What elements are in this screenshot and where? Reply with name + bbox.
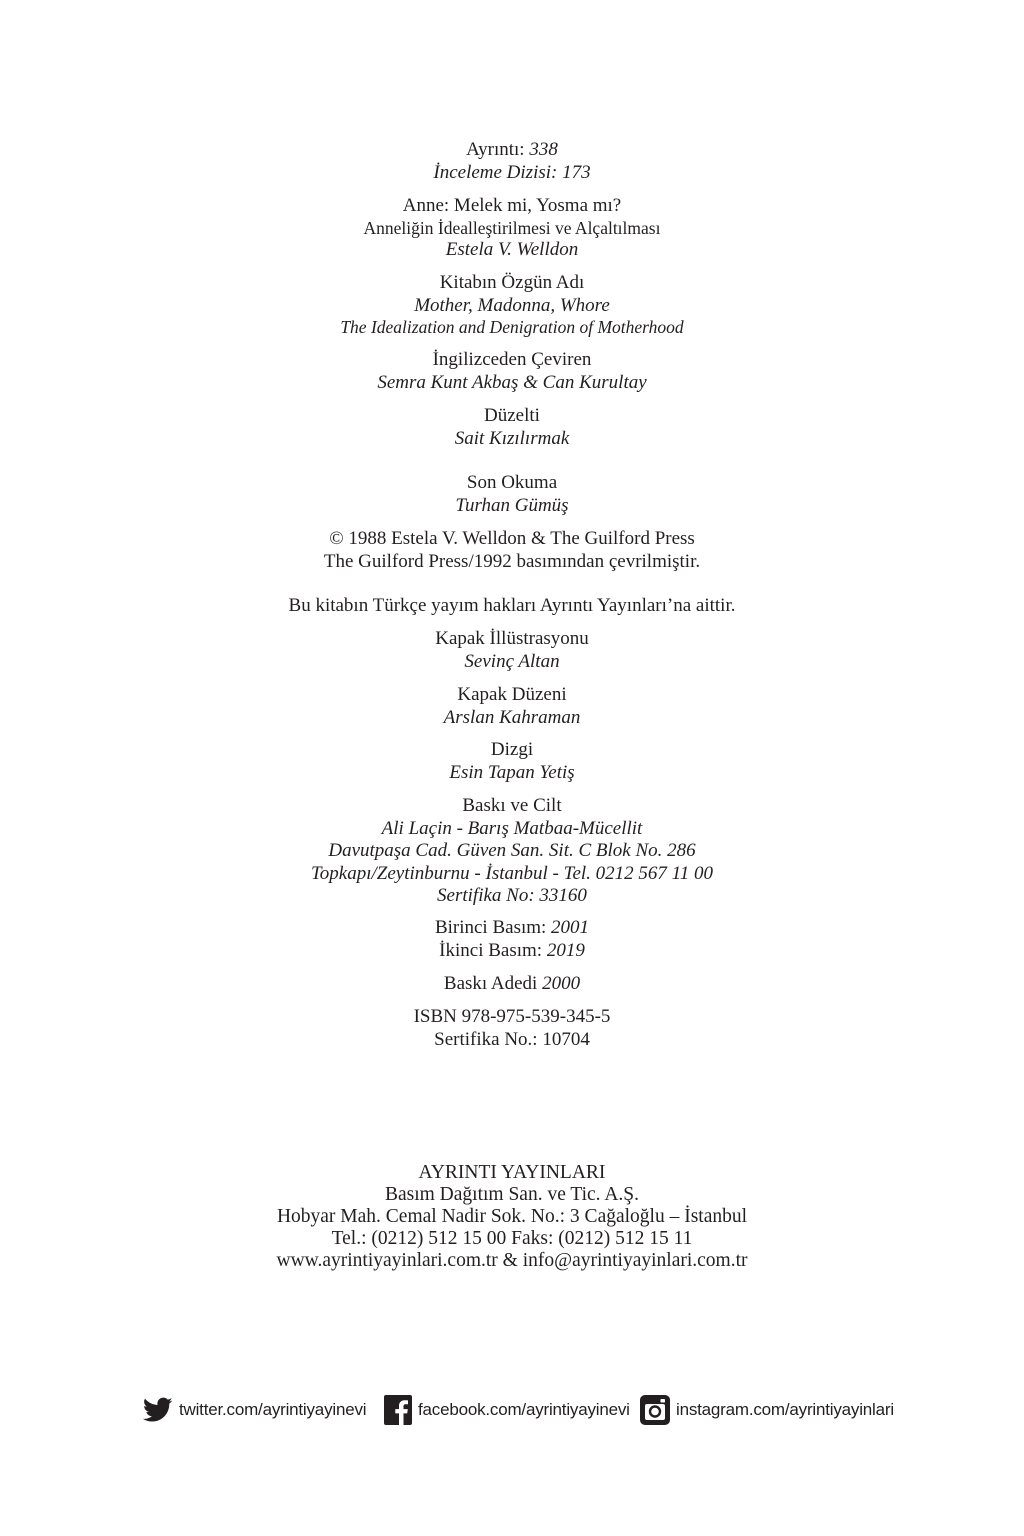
second-edition-year: 2019: [546, 939, 585, 961]
print-run-line: [0, 973, 1024, 996]
rights-line: Bu kitabın Türkçe yayım hakları Ayrıntı Yayınları’na aittir.: [288, 595, 736, 616]
printer-certificate: Sertifika No: 33160: [437, 885, 587, 906]
series-line: [0, 139, 1024, 162]
book-author: Estela V. Welldon: [445, 238, 579, 260]
copyright-block: [0, 528, 1024, 573]
proofreading-label: Son Okuma: [466, 472, 558, 493]
cover-design-block: [0, 684, 1024, 729]
isbn-block: [0, 1006, 1024, 1051]
print-run-label: Baskı Adedi: [443, 973, 538, 994]
instagram-link-text: instagram.com/ayrintiyayinlari: [676, 1400, 894, 1419]
editor: Sait Kızılırmak: [454, 427, 570, 449]
proofreader: Turhan Gümüş: [455, 494, 569, 516]
proofreading-block: [0, 472, 1024, 517]
cover-designer: Arslan Kahraman: [443, 706, 581, 728]
twitter-link-text: twitter.com/ayrintiyayinevi: [179, 1400, 367, 1419]
social-links: [0, 1390, 1024, 1430]
original-subtitle: The Idealization and Denigration of Motherhood: [340, 317, 684, 337]
printer-address-2: Topkapı/Zeytinburnu - İstanbul - Tel. 0212 567 11 00: [310, 862, 713, 884]
second-edition-label: İkinci Basım:: [439, 939, 543, 961]
editions-block: [0, 917, 1024, 962]
rights-block: [0, 595, 1024, 618]
original-title-block: [0, 272, 1024, 338]
facebook-link-text: facebook.com/ayrintiyayinevi: [418, 1400, 630, 1419]
first-edition-line: [0, 917, 1024, 940]
editing-block: [0, 405, 1024, 450]
typesetting-block: [0, 739, 1024, 784]
printer-name: Ali Laçin - Barış Matbaa-Mücellit: [381, 817, 643, 839]
copyright-line: © 1988 Estela V. Welldon & The Guilford Press: [329, 528, 695, 549]
typesetter: Esin Tapan Yetiş: [449, 761, 575, 783]
isbn: ISBN 978-975-539-345-5: [413, 1006, 611, 1027]
twitter-icon: [143, 1397, 173, 1423]
editing-label: Düzelti: [484, 405, 540, 426]
publisher-phone: Tel.: (0212) 512 15 00 Faks: (0212) 512 15 11: [331, 1228, 693, 1249]
social-instagram[interactable]: [640, 1390, 894, 1430]
translators: Semra Kunt Akbaş & Can Kurultay: [377, 371, 647, 393]
translation-label: İngilizceden Çeviren: [432, 349, 592, 370]
social-twitter[interactable]: [143, 1390, 366, 1430]
series-number: 338: [529, 139, 558, 160]
printing-label: Baskı ve Cilt: [462, 795, 562, 816]
instagram-icon: [640, 1395, 670, 1425]
cover-illustration-block: [0, 628, 1024, 673]
cover-design-label: Kapak Düzeni: [457, 684, 567, 705]
book-subtitle: Anneliğin İdealleştirilmesi ve Alçaltılması: [363, 217, 661, 238]
print-run-block: [0, 973, 1024, 996]
second-edition-line: [0, 940, 1024, 963]
translation-block: [0, 349, 1024, 394]
original-title: Mother, Madonna, Whore: [414, 294, 610, 316]
source-edition: The Guilford Press/1992 basımından çevrilmiştir.: [323, 550, 701, 572]
publisher-address: Hobyar Mah. Cemal Nadir Sok. No.: 3 Cağaloğlu – İstanbul: [276, 1206, 748, 1227]
typesetting-label: Dizgi: [490, 739, 534, 760]
book-title: Anne: Melek mi, Yosma mı?: [402, 195, 622, 216]
print-run-value: 2000: [542, 973, 581, 994]
printing-block: [0, 795, 1024, 908]
publisher-certificate: Sertifika No.: 10704: [434, 1028, 590, 1050]
cover-illustration-label: Kapak İllüstrasyonu: [435, 628, 589, 649]
social-facebook[interactable]: [384, 1390, 630, 1430]
original-title-label: Kitabın Özgün Adı: [439, 272, 585, 293]
publisher-block: [0, 1162, 1024, 1272]
title-block: [0, 195, 1024, 261]
printer-address-1: Davutpaşa Cad. Güven San. Sit. C Blok No. 286: [328, 840, 696, 861]
series-block: [0, 139, 1024, 184]
first-edition-year: 2001: [551, 917, 590, 938]
sub-series: İnceleme Dizisi: 173: [433, 161, 591, 183]
cover-illustrator: Sevinç Altan: [464, 650, 560, 672]
facebook-icon: [384, 1395, 412, 1425]
publisher-web: www.ayrintiyayinlari.com.tr & info@ayrintiyayinlari.com.tr: [276, 1250, 748, 1271]
series-label: Ayrıntı:: [466, 139, 525, 160]
first-edition-label: Birinci Basım:: [434, 917, 547, 938]
publisher-name: AYRINTI YAYINLARI: [418, 1162, 606, 1183]
publisher-company: Basım Dağıtım San. ve Tic. A.Ş.: [384, 1184, 640, 1205]
